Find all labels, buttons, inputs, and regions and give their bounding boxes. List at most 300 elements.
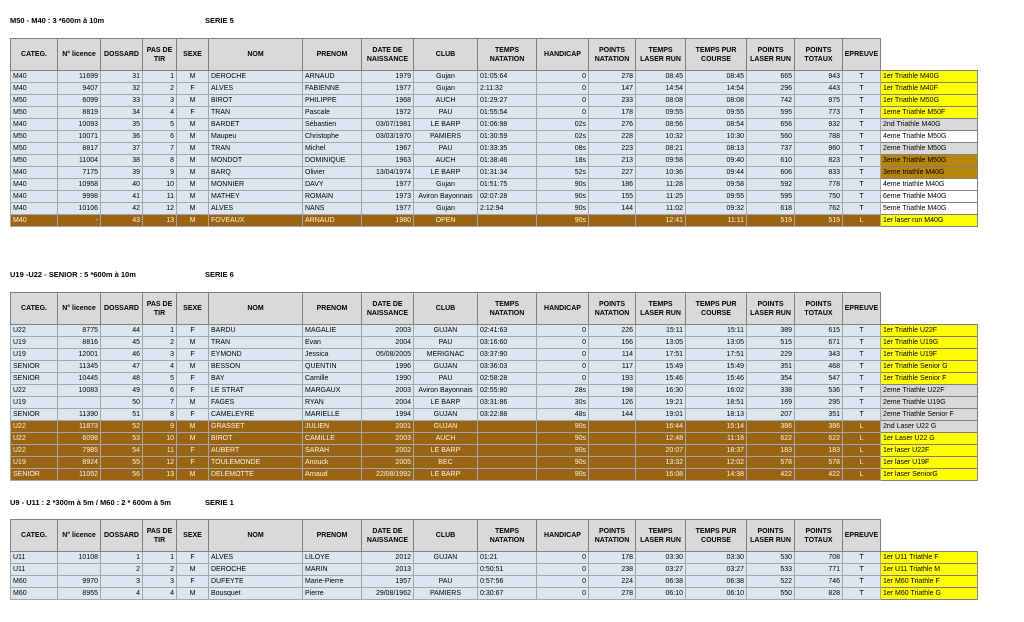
points-totaux-cell: 578 xyxy=(795,457,843,469)
sexe-cell: F xyxy=(177,409,209,421)
classement-cell: 3eme triathle M40G xyxy=(881,167,978,179)
points-natation-cell: 278 xyxy=(589,71,636,83)
table-row xyxy=(11,83,978,95)
club-cell: BEC xyxy=(414,457,478,469)
sexe-cell: F xyxy=(177,373,209,385)
date-naissance-cell: 2003 xyxy=(362,385,414,397)
table-row xyxy=(11,71,978,83)
epreuve-cell: T xyxy=(843,179,881,191)
club-cell: AUCH xyxy=(414,155,478,167)
section-title: M50 - M40 : 3 *600m à 10m xyxy=(10,16,105,25)
points-totaux-cell: 746 xyxy=(795,576,843,588)
sexe-cell: F xyxy=(177,457,209,469)
points-natation-cell: 193 xyxy=(589,373,636,385)
licence-cell: 11390 xyxy=(58,409,101,421)
club-cell: GUJAN xyxy=(414,361,478,373)
sexe-cell: F xyxy=(177,349,209,361)
prenom-cell: Pierre xyxy=(303,588,362,600)
date-naissance-cell: 1968 xyxy=(362,95,414,107)
temps-pur-course-cell: 15:46 xyxy=(686,373,747,385)
prenom-cell: PHILIPPE xyxy=(303,95,362,107)
sexe-cell: M xyxy=(177,337,209,349)
sexe-cell: F xyxy=(177,445,209,457)
sexe-cell: M xyxy=(177,397,209,409)
temps-natation-cell: 0:50:51 xyxy=(478,564,537,576)
handicap-cell: 90s xyxy=(537,445,589,457)
club-cell: LE BARP xyxy=(414,397,478,409)
prenom-cell: MARIN xyxy=(303,564,362,576)
sexe-cell: F xyxy=(177,576,209,588)
date-naissance-cell: 1977 xyxy=(362,203,414,215)
club-cell: AUCH xyxy=(414,95,478,107)
date-naissance-cell: 2005 xyxy=(362,457,414,469)
sexe-cell: M xyxy=(177,155,209,167)
points-natation-cell xyxy=(589,421,636,433)
sexe-cell: M xyxy=(177,361,209,373)
points-laser-run-cell: 207 xyxy=(747,409,795,421)
table-row xyxy=(11,337,978,349)
points-totaux-cell: 519 xyxy=(795,215,843,227)
categ-cell: M40 xyxy=(11,83,58,95)
temps-laser-run-cell: 16:30 xyxy=(636,385,686,397)
handicap-cell: 0 xyxy=(537,564,589,576)
licence-cell: 10083 xyxy=(58,385,101,397)
temps-pur-course-cell: 14:54 xyxy=(686,83,747,95)
prenom-cell: Evan xyxy=(303,337,362,349)
sexe-cell: M xyxy=(177,191,209,203)
club-cell: PAU xyxy=(414,576,478,588)
classement-cell: 1er Triathle M40G xyxy=(881,71,978,83)
club-cell: GUJAN xyxy=(414,325,478,337)
points-totaux-cell: 536 xyxy=(795,385,843,397)
sexe-cell: M xyxy=(177,469,209,481)
classement-cell: 4eme triathle M40G xyxy=(881,179,978,191)
serie-label: SERIE 6 xyxy=(205,270,234,279)
classement-cell: 1er Triathle M50G xyxy=(881,95,978,107)
classement-cell: 1er Triathle U22F xyxy=(881,325,978,337)
categ-cell: M60 xyxy=(11,576,58,588)
points-laser-run-cell: 618 xyxy=(747,203,795,215)
section-title: U9 - U11 : 2 *300m à 5m / M60 : 2 * 600m à 5m xyxy=(10,498,171,507)
date-naissance-cell: 2003 xyxy=(362,433,414,445)
categ-cell: U22 xyxy=(11,325,58,337)
temps-pur-course-cell: 08:54 xyxy=(686,119,747,131)
date-naissance-cell: 2012 xyxy=(362,552,414,564)
points-totaux-cell: 823 xyxy=(795,155,843,167)
column-header: HANDICAP xyxy=(537,520,589,552)
prenom-cell: MAGALIE xyxy=(303,325,362,337)
table-row xyxy=(11,143,978,155)
table-row xyxy=(11,155,978,167)
column-header: EPREUVE xyxy=(843,520,881,552)
temps-laser-run-cell: 06:38 xyxy=(636,576,686,588)
club-cell: PAMIERS xyxy=(414,131,478,143)
club-cell: PAU xyxy=(414,143,478,155)
licence-cell: 8819 xyxy=(58,107,101,119)
column-header: EPREUVE xyxy=(843,39,881,71)
date-naissance-cell: 1963 xyxy=(362,155,414,167)
points-totaux-cell: 762 xyxy=(795,203,843,215)
date-naissance-cell: 1979 xyxy=(362,71,414,83)
categ-cell: M50 xyxy=(11,107,58,119)
points-laser-run-cell: 183 xyxy=(747,445,795,457)
points-natation-cell: 186 xyxy=(589,179,636,191)
points-natation-cell: 114 xyxy=(589,349,636,361)
pas-de-tir-cell: 3 xyxy=(143,95,177,107)
dossard-cell: 54 xyxy=(101,445,143,457)
club-cell: GUJAN xyxy=(414,421,478,433)
prenom-cell: CAMILLE xyxy=(303,433,362,445)
epreuve-cell: T xyxy=(843,409,881,421)
prenom-cell: DOMINIQUE xyxy=(303,155,362,167)
column-header: NOM xyxy=(209,293,303,325)
club-cell: LE BARP xyxy=(414,167,478,179)
column-header: POINTS TOTAUX xyxy=(795,39,843,71)
prenom-cell: ARNAUD xyxy=(303,71,362,83)
epreuve-cell: T xyxy=(843,385,881,397)
temps-laser-run-cell: 15:49 xyxy=(636,361,686,373)
handicap-cell: 0 xyxy=(537,361,589,373)
club-cell: GUJAN xyxy=(414,552,478,564)
temps-natation-cell: 2:12:94 xyxy=(478,203,537,215)
points-laser-run-cell: 533 xyxy=(747,564,795,576)
points-natation-cell: 155 xyxy=(589,191,636,203)
licence-cell xyxy=(58,564,101,576)
licence-cell: 11052 xyxy=(58,469,101,481)
dossard-cell: 42 xyxy=(101,203,143,215)
temps-laser-run-cell: 10:36 xyxy=(636,167,686,179)
club-cell: PAU xyxy=(414,107,478,119)
points-totaux-cell: 833 xyxy=(795,167,843,179)
temps-natation-cell: 02:58:28 xyxy=(478,373,537,385)
classement-cell: 1er Triathle Senior F xyxy=(881,373,978,385)
temps-laser-run-cell: 13:05 xyxy=(636,337,686,349)
results-table xyxy=(10,292,978,481)
column-header: TEMPS LASER RUN xyxy=(636,520,686,552)
column-header: DOSSARD xyxy=(101,520,143,552)
points-natation-cell: 226 xyxy=(589,325,636,337)
handicap-cell: 90s xyxy=(537,421,589,433)
temps-pur-course-cell: 14:38 xyxy=(686,469,747,481)
licence-cell: 10108 xyxy=(58,552,101,564)
licence-cell: 7985 xyxy=(58,445,101,457)
sexe-cell: M xyxy=(177,433,209,445)
column-header: DATE DE NAISSANCE xyxy=(362,520,414,552)
classement-cell: 1er Triathle Senior G xyxy=(881,361,978,373)
date-naissance-cell: 1977 xyxy=(362,179,414,191)
licence-cell: 8924 xyxy=(58,457,101,469)
temps-pur-course-cell: 15:49 xyxy=(686,361,747,373)
table-row xyxy=(11,564,978,576)
dossard-cell: 36 xyxy=(101,131,143,143)
table-row xyxy=(11,469,978,481)
epreuve-cell: L xyxy=(843,421,881,433)
club-cell: LE BARP xyxy=(414,469,478,481)
epreuve-cell: T xyxy=(843,95,881,107)
pas-de-tir-cell: 10 xyxy=(143,433,177,445)
nom-cell: TOULEMONDE xyxy=(209,457,303,469)
date-naissance-cell: 2003 xyxy=(362,325,414,337)
date-naissance-cell: 2013 xyxy=(362,564,414,576)
column-header: PAS DE TIR xyxy=(143,39,177,71)
date-naissance-cell: 1967 xyxy=(362,143,414,155)
points-totaux-cell: 547 xyxy=(795,373,843,385)
dossard-cell: 52 xyxy=(101,421,143,433)
handicap-cell: 90s xyxy=(537,469,589,481)
points-totaux-cell: 615 xyxy=(795,325,843,337)
column-header: POINTS LASER RUN xyxy=(747,520,795,552)
dossard-cell: 55 xyxy=(101,457,143,469)
licence-cell: 8775 xyxy=(58,325,101,337)
sexe-cell: M xyxy=(177,179,209,191)
temps-laser-run-cell: 03:30 xyxy=(636,552,686,564)
sexe-cell: F xyxy=(177,552,209,564)
temps-natation-cell: 02:55:80 xyxy=(478,385,537,397)
points-laser-run-cell: 560 xyxy=(747,131,795,143)
column-header: CLUB xyxy=(414,293,478,325)
temps-laser-run-cell: 16:08 xyxy=(636,469,686,481)
points-totaux-cell: 708 xyxy=(795,552,843,564)
date-naissance-cell: 13/04/1974 xyxy=(362,167,414,179)
licence-cell: 9407 xyxy=(58,83,101,95)
points-totaux-cell: 183 xyxy=(795,445,843,457)
nom-cell: TRAN xyxy=(209,337,303,349)
temps-pur-course-cell: 17:51 xyxy=(686,349,747,361)
pas-de-tir-cell: 10 xyxy=(143,179,177,191)
column-header: TEMPS NATATION xyxy=(478,520,537,552)
prenom-cell: Anouck xyxy=(303,457,362,469)
licence-cell: 10071 xyxy=(58,131,101,143)
table-row xyxy=(11,552,978,564)
dossard-cell: 43 xyxy=(101,215,143,227)
nom-cell: MONNIER xyxy=(209,179,303,191)
temps-natation-cell: 0:57:56 xyxy=(478,576,537,588)
prenom-cell: MARIELLE xyxy=(303,409,362,421)
table-row xyxy=(11,179,978,191)
classement-cell: 2nd Laser U22 G xyxy=(881,421,978,433)
prenom-cell: NANS xyxy=(303,203,362,215)
table-row xyxy=(11,349,978,361)
points-laser-run-cell: 354 xyxy=(747,373,795,385)
dossard-cell: 2 xyxy=(101,564,143,576)
categ-cell: SENIOR xyxy=(11,373,58,385)
column-header: N° licence xyxy=(58,39,101,71)
points-totaux-cell: 750 xyxy=(795,191,843,203)
points-natation-cell: 227 xyxy=(589,167,636,179)
column-header xyxy=(881,520,978,552)
categ-cell: U22 xyxy=(11,433,58,445)
points-totaux-cell: 295 xyxy=(795,397,843,409)
handicap-cell: 0 xyxy=(537,83,589,95)
points-natation-cell: 223 xyxy=(589,143,636,155)
nom-cell: DUFEYTE xyxy=(209,576,303,588)
licence-cell: 10106 xyxy=(58,203,101,215)
club-cell: MERIGNAC xyxy=(414,349,478,361)
points-laser-run-cell: 169 xyxy=(747,397,795,409)
dossard-cell: 35 xyxy=(101,119,143,131)
categ-cell: M50 xyxy=(11,143,58,155)
pas-de-tir-cell: 12 xyxy=(143,203,177,215)
points-natation-cell: 278 xyxy=(589,588,636,600)
categ-cell: U22 xyxy=(11,421,58,433)
column-header: TEMPS LASER RUN xyxy=(636,39,686,71)
table-row xyxy=(11,433,978,445)
date-naissance-cell: 03/03/1970 xyxy=(362,131,414,143)
classement-cell: 1er M60 Triathle G xyxy=(881,588,978,600)
pas-de-tir-cell: 6 xyxy=(143,131,177,143)
points-totaux-cell: 343 xyxy=(795,349,843,361)
temps-natation-cell: 01:51:75 xyxy=(478,179,537,191)
epreuve-cell: T xyxy=(843,325,881,337)
temps-natation-cell xyxy=(478,433,537,445)
points-natation-cell: 144 xyxy=(589,409,636,421)
dossard-cell: 51 xyxy=(101,409,143,421)
dossard-cell: 33 xyxy=(101,95,143,107)
sexe-cell: M xyxy=(177,131,209,143)
points-totaux-cell: 828 xyxy=(795,588,843,600)
temps-natation-cell xyxy=(478,469,537,481)
prenom-cell: ARNAUD xyxy=(303,215,362,227)
epreuve-cell: T xyxy=(843,107,881,119)
temps-natation-cell: 01:31:34 xyxy=(478,167,537,179)
points-laser-run-cell: 595 xyxy=(747,191,795,203)
prenom-cell: DAVY xyxy=(303,179,362,191)
points-natation-cell: 213 xyxy=(589,155,636,167)
table-row xyxy=(11,385,978,397)
sexe-cell: M xyxy=(177,119,209,131)
temps-pur-course-cell: 11:18 xyxy=(686,433,747,445)
handicap-cell: 52s xyxy=(537,167,589,179)
date-naissance-cell: 1973 xyxy=(362,191,414,203)
handicap-cell: 0 xyxy=(537,325,589,337)
column-header: HANDICAP xyxy=(537,39,589,71)
prenom-cell: Arnaud xyxy=(303,469,362,481)
licence-cell xyxy=(58,397,101,409)
date-naissance-cell: 1977 xyxy=(362,83,414,95)
temps-pur-course-cell: 13:05 xyxy=(686,337,747,349)
points-totaux-cell: 443 xyxy=(795,83,843,95)
classement-cell: 3eme Triathle M50G xyxy=(881,155,978,167)
pas-de-tir-cell: 7 xyxy=(143,397,177,409)
epreuve-cell: L xyxy=(843,433,881,445)
prenom-cell: LILOYE xyxy=(303,552,362,564)
section-title: U19 -U22 - SENIOR : 5 *600m à 10m xyxy=(10,270,136,279)
temps-pur-course-cell: 09:44 xyxy=(686,167,747,179)
licence-cell: 8817 xyxy=(58,143,101,155)
temps-laser-run-cell: 06:10 xyxy=(636,588,686,600)
sexe-cell: M xyxy=(177,143,209,155)
temps-laser-run-cell: 10:32 xyxy=(636,131,686,143)
classement-cell: 1er laser U19F xyxy=(881,457,978,469)
pas-de-tir-cell: 2 xyxy=(143,337,177,349)
points-laser-run-cell: 338 xyxy=(747,385,795,397)
column-header: POINTS TOTAUX xyxy=(795,520,843,552)
temps-pur-course-cell: 09:55 xyxy=(686,191,747,203)
points-natation-cell xyxy=(589,215,636,227)
prenom-cell: QUENTIN xyxy=(303,361,362,373)
pas-de-tir-cell: 1 xyxy=(143,552,177,564)
column-header: TEMPS PUR COURSE xyxy=(686,520,747,552)
date-naissance-cell: 2004 xyxy=(362,397,414,409)
handicap-cell: 08s xyxy=(537,143,589,155)
sexe-cell: F xyxy=(177,325,209,337)
categ-cell: SENIOR xyxy=(11,361,58,373)
date-naissance-cell: 1957 xyxy=(362,576,414,588)
serie-label: SERIE 5 xyxy=(205,16,234,25)
categ-cell: SENIOR xyxy=(11,409,58,421)
points-natation-cell: 117 xyxy=(589,361,636,373)
points-laser-run-cell: 592 xyxy=(747,179,795,191)
pas-de-tir-cell: 9 xyxy=(143,421,177,433)
nom-cell: LE STRAT xyxy=(209,385,303,397)
pas-de-tir-cell: 8 xyxy=(143,155,177,167)
categ-cell: M50 xyxy=(11,155,58,167)
table-row xyxy=(11,588,978,600)
column-header: POINTS NATATION xyxy=(589,520,636,552)
handicap-cell: 02s xyxy=(537,119,589,131)
pas-de-tir-cell: 6 xyxy=(143,385,177,397)
points-laser-run-cell: 742 xyxy=(747,95,795,107)
licence-cell: 6098 xyxy=(58,433,101,445)
points-totaux-cell: 778 xyxy=(795,179,843,191)
points-natation-cell xyxy=(589,445,636,457)
categ-cell: U19 xyxy=(11,397,58,409)
epreuve-cell: T xyxy=(843,552,881,564)
handicap-cell: 90s xyxy=(537,457,589,469)
points-laser-run-cell: 578 xyxy=(747,457,795,469)
points-laser-run-cell: 595 xyxy=(747,107,795,119)
club-cell: PAU xyxy=(414,337,478,349)
points-laser-run-cell: 665 xyxy=(747,71,795,83)
temps-laser-run-cell: 03:27 xyxy=(636,564,686,576)
points-laser-run-cell: 515 xyxy=(747,337,795,349)
classement-cell: 1er laser run M40G xyxy=(881,215,978,227)
results-table xyxy=(10,38,978,227)
column-header: POINTS NATATION xyxy=(589,39,636,71)
temps-natation-cell: 02:07:28 xyxy=(478,191,537,203)
column-header: TEMPS NATATION xyxy=(478,39,537,71)
dossard-cell: 46 xyxy=(101,349,143,361)
nom-cell: GRASSET xyxy=(209,421,303,433)
temps-laser-run-cell: 15:46 xyxy=(636,373,686,385)
points-totaux-cell: 788 xyxy=(795,131,843,143)
date-naissance-cell: 05/08/2005 xyxy=(362,349,414,361)
epreuve-cell: T xyxy=(843,155,881,167)
epreuve-cell: T xyxy=(843,203,881,215)
handicap-cell: 0 xyxy=(537,576,589,588)
handicap-cell: 18s xyxy=(537,155,589,167)
prenom-cell: Jessica xyxy=(303,349,362,361)
classement-cell: 1er laser SeniorG xyxy=(881,469,978,481)
epreuve-cell: T xyxy=(843,564,881,576)
temps-natation-cell: 01:38:46 xyxy=(478,155,537,167)
temps-pur-course-cell: 09:58 xyxy=(686,179,747,191)
temps-pur-course-cell: 18:51 xyxy=(686,397,747,409)
classement-cell: 1er U11 Triathle F xyxy=(881,552,978,564)
dossard-cell: 32 xyxy=(101,83,143,95)
categ-cell: U22 xyxy=(11,385,58,397)
temps-laser-run-cell: 14:54 xyxy=(636,83,686,95)
points-laser-run-cell: 519 xyxy=(747,215,795,227)
pas-de-tir-cell: 3 xyxy=(143,576,177,588)
temps-pur-course-cell: 11:11 xyxy=(686,215,747,227)
nom-cell: CAMELEYRE xyxy=(209,409,303,421)
handicap-cell: 90s xyxy=(537,433,589,445)
epreuve-cell: L xyxy=(843,215,881,227)
column-header: DATE DE NAISSANCE xyxy=(362,39,414,71)
classement-cell: 5eme Triathle M40G xyxy=(881,203,978,215)
temps-pur-course-cell: 06:38 xyxy=(686,576,747,588)
